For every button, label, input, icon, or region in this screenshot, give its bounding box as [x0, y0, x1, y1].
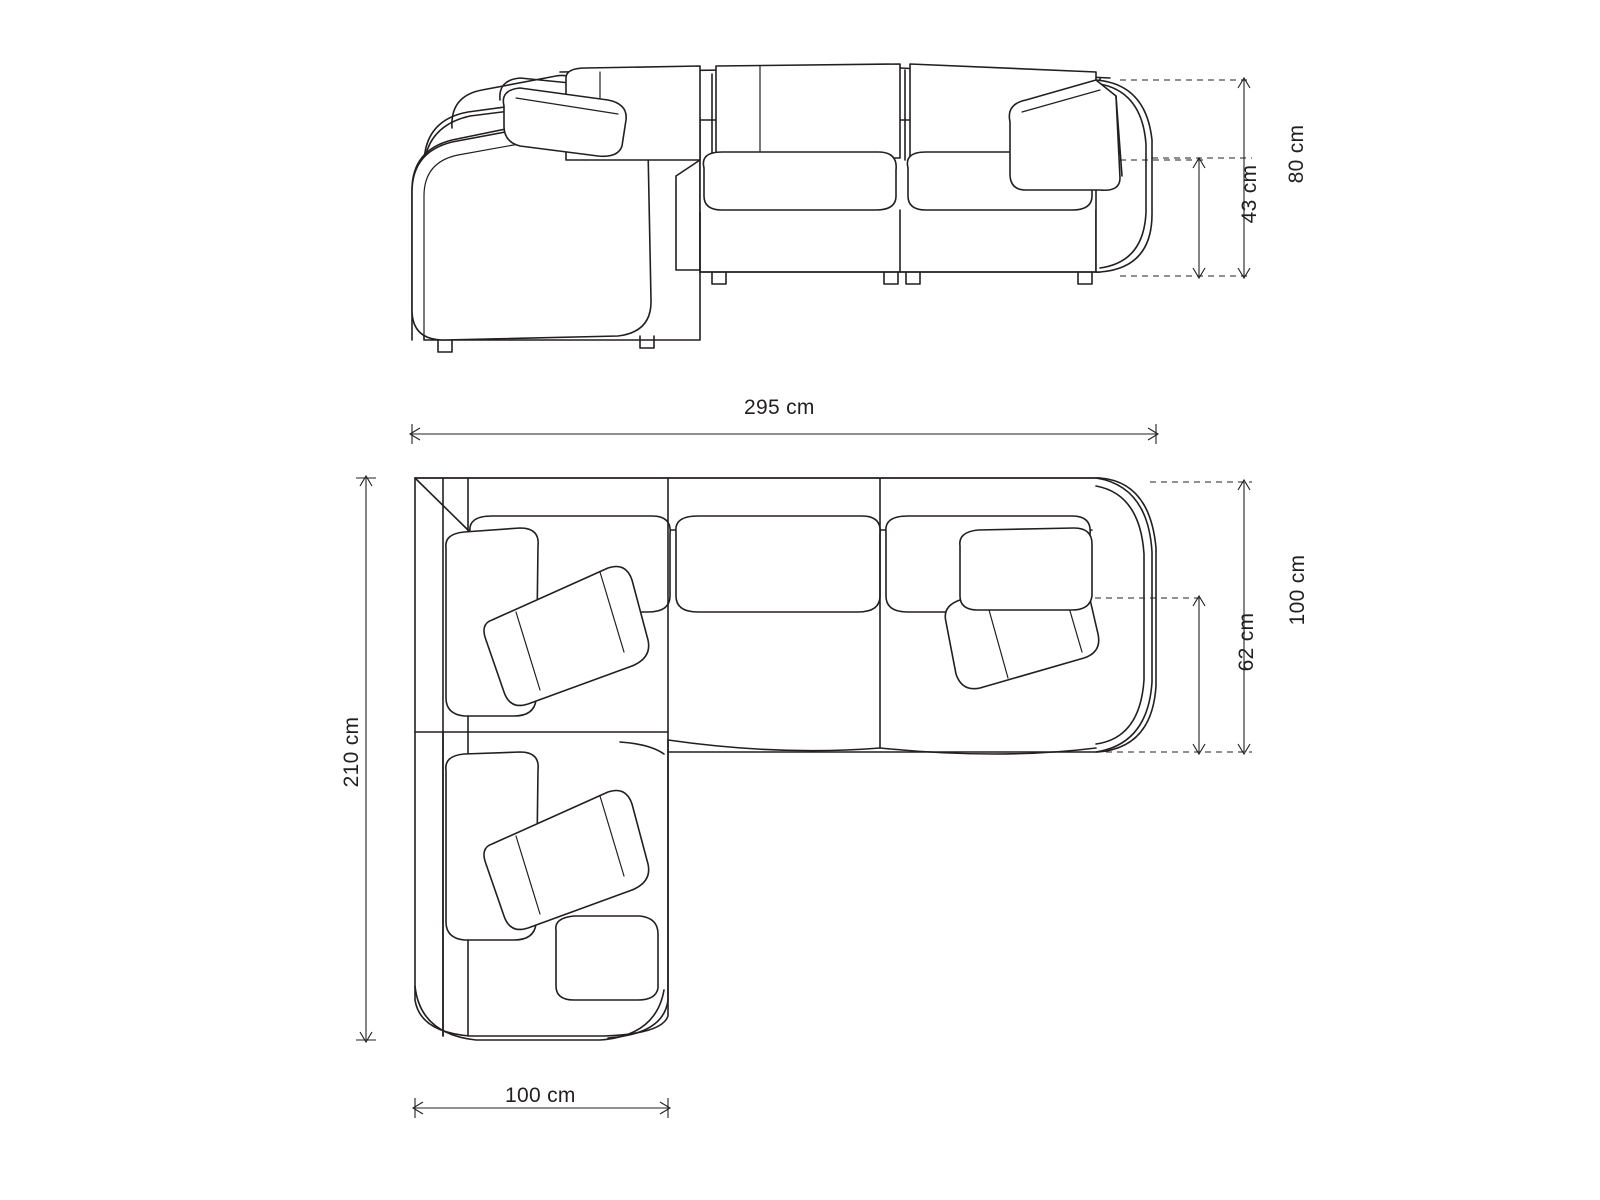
top-plan-view	[415, 478, 1156, 1040]
dimension-label-width: 295 cm	[744, 396, 815, 419]
front-elevation-view	[412, 64, 1152, 352]
dimension-label-length: 210 cm	[340, 716, 363, 788]
dimension-label-depth: 100 cm	[1286, 554, 1309, 626]
dimension-width-295	[410, 424, 1158, 444]
dimension-label-height: 80 cm	[1285, 124, 1308, 184]
dimension-label-seat-depth: 62 cm	[1235, 612, 1258, 672]
dimension-label-side-width: 100 cm	[505, 1084, 576, 1107]
dimension-label-seat-height: 43 cm	[1238, 164, 1261, 224]
